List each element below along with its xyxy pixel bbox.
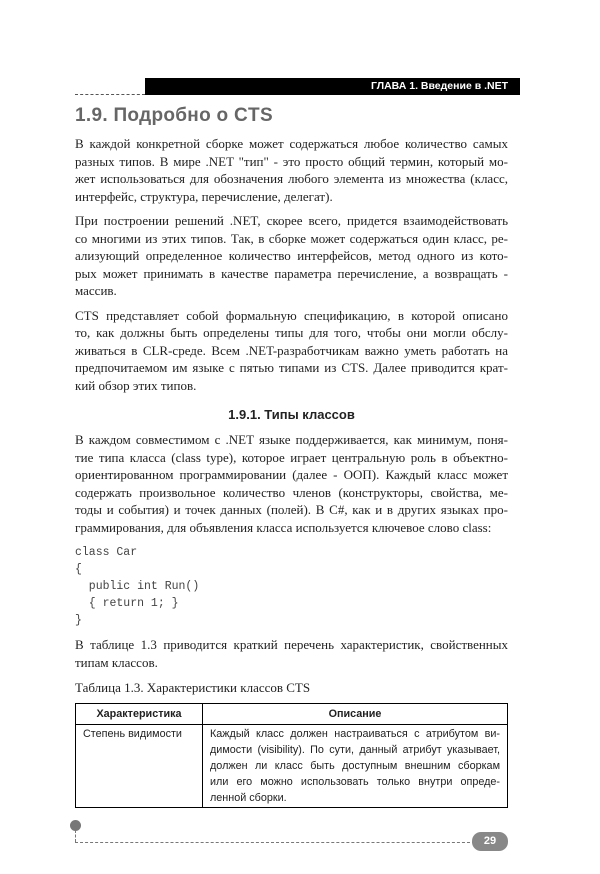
text-line: то, как должны быть определены типы для того, чтобы они могли обслу- xyxy=(75,325,508,340)
text-line: CTS представляет собой формальную спецификацию, в которой описано xyxy=(75,307,508,323)
text-line: предпочитаемом им языке с пятью типами из CTS. Далее приводится крат- xyxy=(75,360,508,375)
text-line: ленной сборки. xyxy=(210,792,287,804)
page-footer xyxy=(70,820,510,854)
text-line: со многими из этих типов. Так, в сборке может содержаться один класс, ре- xyxy=(75,230,508,246)
text-line: типам классов. xyxy=(75,654,158,670)
footer-stem xyxy=(75,830,76,842)
text-line: В каждой конкретной сборке может содержаться любое количество самых xyxy=(75,136,508,151)
paragraph-5 xyxy=(75,636,508,671)
paragraph-2 xyxy=(75,212,508,300)
characteristics-table xyxy=(75,703,508,808)
text-line: граммирования, для объявления класса используется ключевое слово class: xyxy=(75,519,492,535)
cell-characteristic: Степень видимости xyxy=(76,725,203,808)
section-title: 1.9. Подробно о CTS xyxy=(75,105,273,126)
text-line: содержать произвольное количество членов (конструкторы, свойства, ме- xyxy=(75,484,508,500)
column-header: Характеристика xyxy=(76,704,203,725)
page-content xyxy=(75,104,508,808)
paragraph-1 xyxy=(75,135,508,205)
paragraph-4 xyxy=(75,431,508,536)
code-listing: class Car { public int Run() { return 1; } } xyxy=(75,546,200,627)
text-line: ориентированном программировании (далее - ООП). Каждый класс может xyxy=(75,467,508,482)
subsection-heading: 1.9.1. Типы классов xyxy=(228,407,355,422)
page-number: 29 xyxy=(472,832,508,851)
text-line: рых может принимать в качестве параметра перечисление, а возвращать - xyxy=(75,265,508,281)
text-line: ализующий определенное количество интерфейсов, метод одного из кото- xyxy=(75,248,508,263)
text-line: димости (visibility). По сути, данный атрибут указывает, xyxy=(210,744,500,756)
text-line: разных типов. В мире .NET "тип" - это просто общий термин, который мо- xyxy=(75,153,508,169)
cell-description xyxy=(203,725,508,808)
text-line: Каждый класс должен настраиваться с атрибутом ви- xyxy=(210,728,500,740)
text-line: жет использоваться для обозначения любого элемента из множества (класс, xyxy=(75,171,508,186)
text-line: кий обзор этих типов. xyxy=(75,377,197,393)
text-line: В таблице 1.3 приводится краткий перечень характеристик, свойственных xyxy=(75,637,508,652)
header-divider xyxy=(75,94,145,95)
page-header xyxy=(75,78,520,95)
text-line: тие типа класса (class type), которое играет центральную роль в объектно- xyxy=(75,449,508,465)
text-line: или его можно использовать только внутри опреде- xyxy=(210,776,500,788)
chapter-header: ГЛАВА 1. Введение в .NET xyxy=(145,78,520,95)
text-line: тоды и события) и точек данных (полей). В C#, как и в других языках про- xyxy=(75,502,508,517)
text-line: При построении решений .NET, скорее всего, придется взаимодействовать xyxy=(75,213,508,228)
paragraph-3 xyxy=(75,307,508,395)
table-caption: Таблица 1.3. Характеристики классов CTS xyxy=(75,680,311,695)
text-line: В каждом совместимом с .NET языке поддерживается, как минимум, поня- xyxy=(75,432,508,447)
text-line: должен ли класс быть доступным внешним сборкам xyxy=(210,760,500,772)
table-header-row xyxy=(76,704,508,725)
table-row xyxy=(76,725,508,808)
footer-divider xyxy=(75,842,475,843)
text-line: массив. xyxy=(75,283,117,298)
column-header: Описание xyxy=(203,704,508,725)
text-line: интерфейс, структура, перечисление, делегат). xyxy=(75,188,333,204)
text-line: живаться в CLR-среде. Всем .NET-разработчикам важно уметь работать на xyxy=(75,342,508,358)
